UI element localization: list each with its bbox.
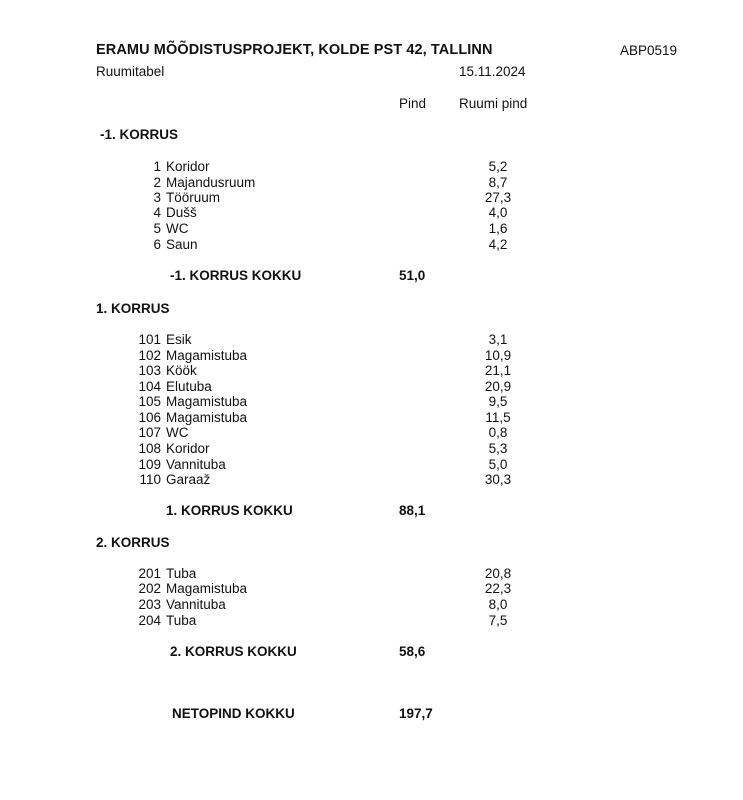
room-number: 6 xyxy=(153,237,161,252)
room-number: 109 xyxy=(138,457,161,472)
room-name: WC xyxy=(166,221,189,236)
column-header-ruumi-pind: Ruumi pind xyxy=(459,96,528,111)
room-area: 4,2 xyxy=(488,237,508,252)
room-area: 1,6 xyxy=(488,221,508,236)
net-total-label: NETOPIND KOKKU xyxy=(172,706,295,721)
room-area: 5,3 xyxy=(488,441,508,456)
room-area: 11,5 xyxy=(485,410,511,425)
room-number: 108 xyxy=(138,441,161,456)
room-number: 201 xyxy=(138,566,161,581)
room-number: 103 xyxy=(138,363,161,378)
room-area: 5,2 xyxy=(488,159,508,174)
document-date: 15.11.2024 xyxy=(459,64,526,79)
room-name: Tuba xyxy=(166,566,197,581)
room-name: Köök xyxy=(166,363,197,378)
room-number: 101 xyxy=(138,332,161,347)
room-name: Magamistuba xyxy=(166,394,248,409)
room-area: 7,5 xyxy=(488,613,508,628)
room-name: WC xyxy=(166,425,189,440)
room-number: 104 xyxy=(138,379,161,394)
floor-heading: 1. KORRUS xyxy=(96,301,170,316)
room-area: 4,0 xyxy=(488,205,508,220)
room-area: 27,3 xyxy=(484,190,512,205)
room-name: Garaaž xyxy=(166,472,211,487)
room-area: 5,0 xyxy=(488,457,508,472)
room-name: Tuba xyxy=(166,613,197,628)
floor-total-value: 88,1 xyxy=(399,503,426,518)
room-number: 102 xyxy=(138,348,161,363)
room-number: 202 xyxy=(138,581,161,596)
floor-total-label: 1. KORRUS KOKKU xyxy=(166,503,293,518)
room-area: 22,3 xyxy=(484,581,512,596)
floor-heading: 2. KORRUS xyxy=(96,535,170,550)
floor-heading: -1. KORRUS xyxy=(100,127,179,142)
document-subtitle: Ruumitabel xyxy=(96,64,165,79)
room-area: 20,8 xyxy=(484,566,512,581)
room-number: 105 xyxy=(138,394,161,409)
room-name: Majandusruum xyxy=(166,175,256,190)
column-header-pind: Pind xyxy=(399,96,427,111)
room-number: 106 xyxy=(138,410,161,425)
room-name: Dušš xyxy=(166,205,197,220)
room-name: Magamistuba xyxy=(166,581,248,596)
room-name: Vannituba xyxy=(166,457,226,472)
room-name: Elutuba xyxy=(166,379,212,394)
room-area: 10,9 xyxy=(484,348,512,363)
room-number: 5 xyxy=(153,221,161,236)
room-name: Magamistuba xyxy=(166,410,248,425)
room-name: Koridor xyxy=(166,441,210,456)
room-name: Magamistuba xyxy=(166,348,248,363)
room-area: 8,7 xyxy=(488,175,508,190)
room-name: Koridor xyxy=(166,159,210,174)
room-number: 110 xyxy=(139,472,161,487)
net-total-value: 197,7 xyxy=(399,706,433,721)
room-number: 3 xyxy=(153,190,161,205)
room-number: 203 xyxy=(138,597,161,612)
floor-total-value: 51,0 xyxy=(399,268,426,283)
floor-total-label: -1. KORRUS KOKKU xyxy=(170,268,302,283)
room-area: 20,9 xyxy=(484,379,512,394)
room-name: Vannituba xyxy=(166,597,226,612)
room-area: 21,1 xyxy=(484,363,512,378)
floor-total-value: 58,6 xyxy=(399,644,426,659)
room-number: 1 xyxy=(153,159,161,174)
room-number: 204 xyxy=(138,613,161,628)
room-name: Esik xyxy=(166,332,192,347)
document-title: ERAMU MÕÕDISTUSPROJEKT, KOLDE PST 42, TALLINN xyxy=(96,42,493,58)
room-area: 3,1 xyxy=(488,332,508,347)
room-number: 2 xyxy=(153,175,161,190)
room-name: Saun xyxy=(166,237,198,252)
room-area: 8,0 xyxy=(488,597,508,612)
room-area: 30,3 xyxy=(484,472,512,487)
room-number: 107 xyxy=(138,425,161,440)
room-name: Tööruum xyxy=(166,190,221,205)
room-area: 0,8 xyxy=(488,425,508,440)
project-code: ABP0519 xyxy=(620,43,678,58)
floor-total-label: 2. KORRUS KOKKU xyxy=(170,644,297,659)
room-number: 4 xyxy=(153,205,161,220)
room-area: 9,5 xyxy=(488,394,508,409)
